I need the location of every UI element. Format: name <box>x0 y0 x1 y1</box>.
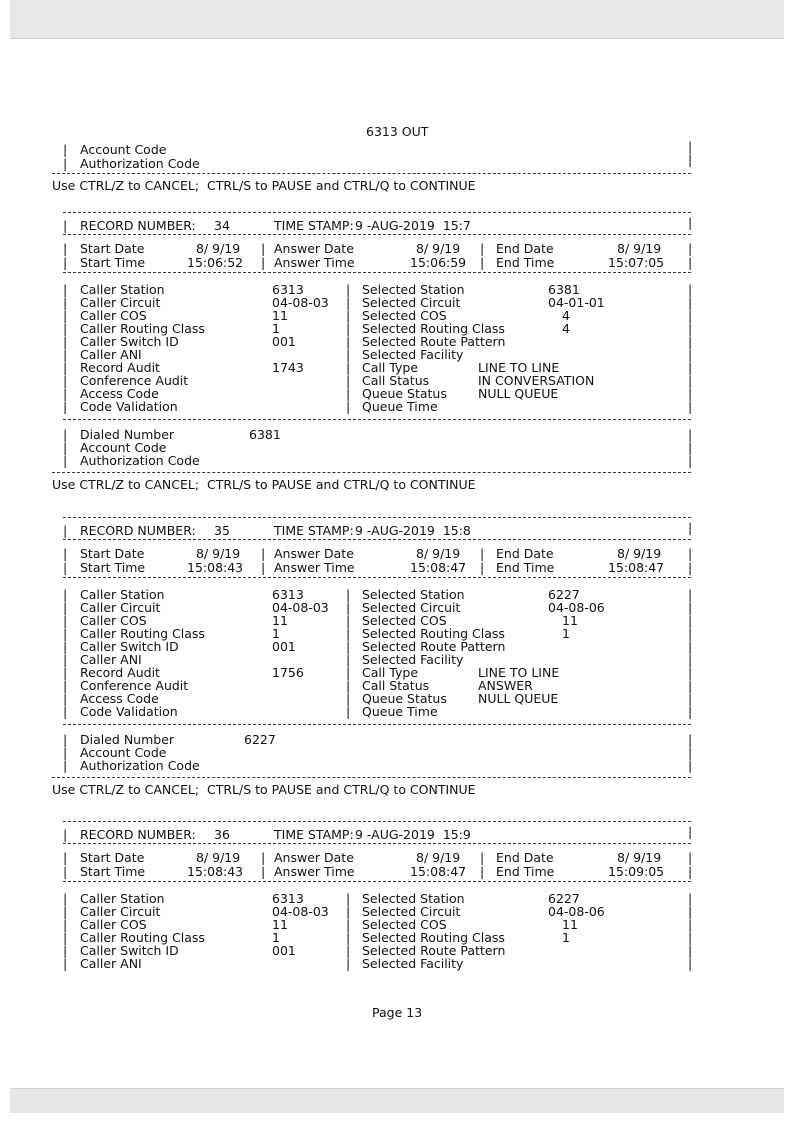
caller-circuit-label: Caller Circuit <box>80 295 161 310</box>
border-bar: | <box>688 347 693 362</box>
border-bar: | <box>63 639 68 654</box>
start-date-value: 8/ 9/19 <box>196 546 241 561</box>
start-time-value: 15:08:43 <box>187 864 244 879</box>
border-bar: | <box>63 758 68 773</box>
border-bar: | <box>63 732 68 747</box>
border-bar: | <box>688 587 693 602</box>
call-type-value: LINE TO LINE <box>478 360 560 375</box>
border-bar: | <box>688 704 693 719</box>
border-bar: | <box>63 891 68 906</box>
selected-routing-class-value: 1 <box>562 626 570 641</box>
dialed-number-value: 6381 <box>249 427 281 442</box>
selected-routing-class-label: Selected Routing Class <box>362 930 505 945</box>
border-bar: | <box>346 600 351 615</box>
border-bar: | <box>688 917 693 932</box>
border-bar: | <box>63 917 68 932</box>
caller-cos-label: Caller COS <box>80 308 147 323</box>
answer-time-label: Answer Time <box>274 864 355 879</box>
caller-station-label: Caller Station <box>80 587 165 602</box>
end-time-value: 15:07:05 <box>608 255 665 270</box>
queue-status-label: Queue Status <box>362 691 447 706</box>
border-bar: | <box>688 732 693 747</box>
start-date-label: Start Date <box>80 850 145 865</box>
selected-cos-label: Selected COS <box>362 613 447 628</box>
answer-date-label: Answer Date <box>274 241 354 256</box>
border-bar: | <box>688 652 693 667</box>
border-bar: | <box>63 956 68 971</box>
border-bar: | <box>63 704 68 719</box>
separator <box>52 173 691 174</box>
caller-routing-class-label: Caller Routing Class <box>80 930 205 945</box>
border-bar: | <box>63 904 68 919</box>
queue-status-value: NULL QUEUE <box>478 691 559 706</box>
border-bar: | <box>261 560 266 575</box>
end-time-label: End Time <box>496 255 555 270</box>
record-audit-label: Record Audit <box>80 360 160 375</box>
queue-status-label: Queue Status <box>362 386 447 401</box>
selected-station-label: Selected Station <box>362 282 465 297</box>
caller-switch-id-value: 001 <box>272 943 296 958</box>
border-bar: | <box>688 678 693 693</box>
border-bar: | <box>688 745 693 760</box>
border-bar: | <box>688 373 693 388</box>
caller-ani-label: Caller ANI <box>80 956 142 971</box>
call-status-label: Call Status <box>362 373 430 388</box>
border-bar: | <box>261 864 266 879</box>
caller-routing-class-label: Caller Routing Class <box>80 321 205 336</box>
scan-bottom-band <box>10 1088 784 1113</box>
border-bar: | <box>63 600 68 615</box>
separator <box>63 272 691 273</box>
border-bar: | <box>688 943 693 958</box>
authorization-code-label: Authorization Code <box>80 758 200 773</box>
selected-routing-class-label: Selected Routing Class <box>362 321 505 336</box>
answer-date-label: Answer Date <box>274 546 354 561</box>
caller-circuit-value: 04-08-03 <box>272 295 329 310</box>
record-number-label: RECORD NUMBER: <box>80 827 196 842</box>
border-bar: | <box>63 373 68 388</box>
call-status-label: Call Status <box>362 678 430 693</box>
queue-time-label: Queue Time <box>362 399 438 414</box>
selected-circuit-value: 04-01-01 <box>548 295 605 310</box>
answer-date-value: 8/ 9/19 <box>416 241 461 256</box>
border-bar: | <box>346 321 351 336</box>
scan-top-band <box>10 0 784 39</box>
end-time-label: End Time <box>496 864 555 879</box>
border-bar: | <box>261 546 266 561</box>
time-stamp-label: TIME STAMP: <box>274 523 354 538</box>
separator <box>63 212 691 213</box>
dialed-number-value: 6227 <box>244 732 276 747</box>
selected-route-pattern-label: Selected Route Pattern <box>362 639 506 654</box>
border-bar: | <box>688 904 693 919</box>
border-bar: | <box>688 295 693 310</box>
border-bar: | <box>688 282 693 297</box>
border-bar: | <box>346 282 351 297</box>
record-number-label: RECORD NUMBER: <box>80 218 196 233</box>
end-date-value: 8/ 9/19 <box>617 241 662 256</box>
border-bar: | <box>688 321 693 336</box>
border-bar: | <box>688 399 693 414</box>
selected-facility-label: Selected Facility <box>362 956 464 971</box>
separator <box>63 724 691 725</box>
answer-time-value: 15:08:47 <box>410 560 467 575</box>
border-bar: | <box>63 399 68 414</box>
border-bar: | <box>346 613 351 628</box>
answer-time-value: 15:06:59 <box>410 255 467 270</box>
time-stamp-value: 9 -AUG-2019 15:9 <box>355 827 471 842</box>
end-date-label: End Date <box>496 546 554 561</box>
code-validation-label: Code Validation <box>80 704 178 719</box>
end-date-value: 8/ 9/19 <box>617 546 662 561</box>
answer-date-label: Answer Date <box>274 850 354 865</box>
call-type-label: Call Type <box>362 665 419 680</box>
border-bar: | <box>688 891 693 906</box>
start-date-value: 8/ 9/19 <box>196 241 241 256</box>
border-bar: | <box>688 360 693 375</box>
cancel-instruction: Use CTRL/Z to CANCEL; CTRL/S to PAUSE and CTRL/Q to CONTINUE <box>52 782 476 797</box>
separator <box>63 821 691 822</box>
border-bar: | <box>688 215 693 230</box>
caller-cos-value: 11 <box>272 917 288 932</box>
border-bar: | <box>63 613 68 628</box>
border-bar: | <box>63 321 68 336</box>
record-audit-value: 1743 <box>272 360 304 375</box>
selected-station-value: 6227 <box>548 587 580 602</box>
border-bar: | <box>688 864 693 879</box>
answer-time-label: Answer Time <box>274 255 355 270</box>
border-bar: | <box>480 560 485 575</box>
call-type-value: LINE TO LINE <box>478 665 560 680</box>
border-bar: | <box>346 386 351 401</box>
border-bar: | <box>688 440 693 455</box>
border-bar: | <box>63 282 68 297</box>
selected-route-pattern-label: Selected Route Pattern <box>362 943 506 958</box>
caller-cos-label: Caller COS <box>80 613 147 628</box>
account-code-label: Account Code <box>80 440 167 455</box>
selected-facility-label: Selected Facility <box>362 652 464 667</box>
border-bar: | <box>688 560 693 575</box>
start-time-label: Start Time <box>80 560 146 575</box>
call-status-value: ANSWER <box>478 678 533 693</box>
answer-time-value: 15:08:47 <box>410 864 467 879</box>
selected-station-value: 6381 <box>548 282 580 297</box>
caller-station-value: 6313 <box>272 891 304 906</box>
answer-date-value: 8/ 9/19 <box>416 546 461 561</box>
border-bar: | <box>63 427 68 442</box>
call-type-label: Call Type <box>362 360 419 375</box>
caller-circuit-label: Caller Circuit <box>80 904 161 919</box>
border-bar: | <box>346 639 351 654</box>
border-bar: | <box>261 241 266 256</box>
border-bar: | <box>63 626 68 641</box>
border-bar: | <box>63 652 68 667</box>
border-bar: | <box>63 295 68 310</box>
selected-circuit-value: 04-08-06 <box>548 600 605 615</box>
border-bar: | <box>346 626 351 641</box>
caller-switch-id-label: Caller Switch ID <box>80 334 179 349</box>
end-time-value: 15:08:47 <box>608 560 665 575</box>
page-number: Page 13 <box>372 1005 423 1020</box>
caller-station-label: Caller Station <box>80 282 165 297</box>
cancel-instruction: Use CTRL/Z to CANCEL; CTRL/S to PAUSE and CTRL/Q to CONTINUE <box>52 178 476 193</box>
border-bar: | <box>63 334 68 349</box>
caller-switch-id-label: Caller Switch ID <box>80 639 179 654</box>
caller-cos-value: 11 <box>272 308 288 323</box>
border-bar: | <box>688 152 693 167</box>
selected-cos-label: Selected COS <box>362 917 447 932</box>
end-time-value: 15:09:05 <box>608 864 665 879</box>
border-bar: | <box>688 956 693 971</box>
border-bar: | <box>688 639 693 654</box>
code-validation-label: Code Validation <box>80 399 178 414</box>
selected-circuit-label: Selected Circuit <box>362 904 461 919</box>
selected-circuit-value: 04-08-06 <box>548 904 605 919</box>
selected-station-value: 6227 <box>548 891 580 906</box>
selected-station-label: Selected Station <box>362 891 465 906</box>
start-time-label: Start Time <box>80 864 146 879</box>
selected-routing-class-label: Selected Routing Class <box>362 626 505 641</box>
selected-routing-class-value: 1 <box>562 930 570 945</box>
start-date-value: 8/ 9/19 <box>196 850 241 865</box>
caller-cos-label: Caller COS <box>80 917 147 932</box>
cancel-instruction: Use CTRL/Z to CANCEL; CTRL/S to PAUSE and CTRL/Q to CONTINUE <box>52 477 476 492</box>
border-bar: | <box>688 308 693 323</box>
caller-cos-value: 11 <box>272 613 288 628</box>
border-bar: | <box>688 824 693 839</box>
end-date-value: 8/ 9/19 <box>617 850 662 865</box>
border-bar: | <box>63 360 68 375</box>
border-bar: | <box>346 943 351 958</box>
border-bar: | <box>688 613 693 628</box>
border-bar: | <box>63 745 68 760</box>
border-bar: | <box>63 241 68 256</box>
border-bar: | <box>63 827 68 842</box>
selected-circuit-label: Selected Circuit <box>362 600 461 615</box>
border-bar: | <box>688 626 693 641</box>
selected-station-label: Selected Station <box>362 587 465 602</box>
conference-audit-label: Conference Audit <box>80 373 189 388</box>
record-number-label: RECORD NUMBER: <box>80 523 196 538</box>
border-bar: | <box>480 546 485 561</box>
prev-authorization-code: Authorization Code <box>80 156 200 171</box>
account-code-label: Account Code <box>80 745 167 760</box>
separator <box>63 577 691 578</box>
caller-routing-class-label: Caller Routing Class <box>80 626 205 641</box>
border-bar: | <box>63 850 68 865</box>
answer-time-label: Answer Time <box>274 560 355 575</box>
border-bar: | <box>346 904 351 919</box>
selected-routing-class-value: 4 <box>562 321 570 336</box>
border-bar: | <box>688 758 693 773</box>
border-bar: | <box>346 399 351 414</box>
selected-cos-value: 11 <box>562 613 578 628</box>
selected-cos-value: 11 <box>562 917 578 932</box>
border-bar: | <box>346 917 351 932</box>
caller-routing-class-value: 1 <box>272 321 280 336</box>
record-audit-value: 1756 <box>272 665 304 680</box>
border-bar: | <box>688 386 693 401</box>
start-date-label: Start Date <box>80 546 145 561</box>
caller-ani-label: Caller ANI <box>80 652 142 667</box>
queue-status-value: NULL QUEUE <box>478 386 559 401</box>
border-bar: | <box>346 704 351 719</box>
caller-circuit-label: Caller Circuit <box>80 600 161 615</box>
authorization-code-label: Authorization Code <box>80 453 200 468</box>
separator <box>52 472 691 473</box>
caller-switch-id-value: 001 <box>272 639 296 654</box>
border-bar: | <box>346 652 351 667</box>
border-bar: | <box>63 943 68 958</box>
queue-time-label: Queue Time <box>362 704 438 719</box>
border-bar: | <box>63 691 68 706</box>
border-bar: | <box>63 440 68 455</box>
dialed-number-label: Dialed Number <box>80 732 175 747</box>
border-bar: | <box>63 308 68 323</box>
caller-routing-class-value: 1 <box>272 930 280 945</box>
border-bar: | <box>63 546 68 561</box>
border-bar: | <box>63 560 68 575</box>
border-bar: | <box>63 864 68 879</box>
border-bar: | <box>346 295 351 310</box>
border-bar: | <box>346 665 351 680</box>
call-status-value: IN CONVERSATION <box>478 373 595 388</box>
selected-cos-value: 4 <box>562 308 570 323</box>
border-bar: | <box>346 956 351 971</box>
selected-route-pattern-label: Selected Route Pattern <box>362 334 506 349</box>
selected-cos-label: Selected COS <box>362 308 447 323</box>
separator <box>63 419 691 420</box>
caller-switch-id-value: 001 <box>272 334 296 349</box>
border-bar: | <box>688 600 693 615</box>
record-audit-label: Record Audit <box>80 665 160 680</box>
border-bar: | <box>63 156 68 171</box>
time-stamp-value: 9 -AUG-2019 15:7 <box>355 218 471 233</box>
separator <box>63 517 691 518</box>
border-bar: | <box>688 241 693 256</box>
conference-audit-label: Conference Audit <box>80 678 189 693</box>
record-number-value: 35 <box>214 523 230 538</box>
prev-account-code: Account Code <box>80 142 167 157</box>
caller-station-label: Caller Station <box>80 891 165 906</box>
record-number-value: 34 <box>214 218 230 233</box>
access-code-label: Access Code <box>80 691 159 706</box>
page-header: 6313 OUT <box>366 124 429 139</box>
border-bar: | <box>688 453 693 468</box>
border-bar: | <box>480 241 485 256</box>
start-time-label: Start Time <box>80 255 146 270</box>
border-bar: | <box>63 587 68 602</box>
border-bar: | <box>346 308 351 323</box>
caller-ani-label: Caller ANI <box>80 347 142 362</box>
border-bar: | <box>346 360 351 375</box>
caller-circuit-value: 04-08-03 <box>272 600 329 615</box>
border-bar: | <box>346 930 351 945</box>
border-bar: | <box>480 850 485 865</box>
border-bar: | <box>63 386 68 401</box>
answer-date-value: 8/ 9/19 <box>416 850 461 865</box>
border-bar: | <box>346 347 351 362</box>
start-date-label: Start Date <box>80 241 145 256</box>
selected-circuit-label: Selected Circuit <box>362 295 461 310</box>
dialed-number-label: Dialed Number <box>80 427 175 442</box>
access-code-label: Access Code <box>80 386 159 401</box>
time-stamp-label: TIME STAMP: <box>274 827 354 842</box>
end-time-label: End Time <box>496 560 555 575</box>
border-bar: | <box>346 891 351 906</box>
border-bar: | <box>63 930 68 945</box>
border-bar: | <box>480 864 485 879</box>
caller-station-value: 6313 <box>272 587 304 602</box>
start-time-value: 15:06:52 <box>187 255 244 270</box>
caller-station-value: 6313 <box>272 282 304 297</box>
separator <box>63 843 691 844</box>
border-bar: | <box>688 546 693 561</box>
time-stamp-value: 9 -AUG-2019 15:8 <box>355 523 471 538</box>
time-stamp-label: TIME STAMP: <box>274 218 354 233</box>
separator <box>63 234 691 235</box>
border-bar: | <box>63 678 68 693</box>
border-bar: | <box>688 334 693 349</box>
border-bar: | <box>63 218 68 233</box>
end-date-label: End Date <box>496 850 554 865</box>
selected-facility-label: Selected Facility <box>362 347 464 362</box>
border-bar: | <box>688 139 693 154</box>
border-bar: | <box>346 587 351 602</box>
end-date-label: End Date <box>496 241 554 256</box>
border-bar: | <box>346 678 351 693</box>
border-bar: | <box>63 453 68 468</box>
border-bar: | <box>346 373 351 388</box>
caller-switch-id-label: Caller Switch ID <box>80 943 179 958</box>
border-bar: | <box>346 691 351 706</box>
record-number-value: 36 <box>214 827 230 842</box>
border-bar: | <box>63 665 68 680</box>
border-bar: | <box>688 520 693 535</box>
separator <box>52 777 691 778</box>
caller-routing-class-value: 1 <box>272 626 280 641</box>
border-bar: | <box>261 255 266 270</box>
border-bar: | <box>63 347 68 362</box>
border-bar: | <box>346 334 351 349</box>
border-bar: | <box>688 930 693 945</box>
border-bar: | <box>63 142 68 157</box>
border-bar: | <box>261 850 266 865</box>
border-bar: | <box>688 691 693 706</box>
separator <box>63 539 691 540</box>
start-time-value: 15:08:43 <box>187 560 244 575</box>
caller-circuit-value: 04-08-03 <box>272 904 329 919</box>
border-bar: | <box>63 523 68 538</box>
border-bar: | <box>688 665 693 680</box>
separator <box>63 881 691 882</box>
border-bar: | <box>688 850 693 865</box>
border-bar: | <box>688 255 693 270</box>
border-bar: | <box>63 255 68 270</box>
border-bar: | <box>688 427 693 442</box>
border-bar: | <box>480 255 485 270</box>
